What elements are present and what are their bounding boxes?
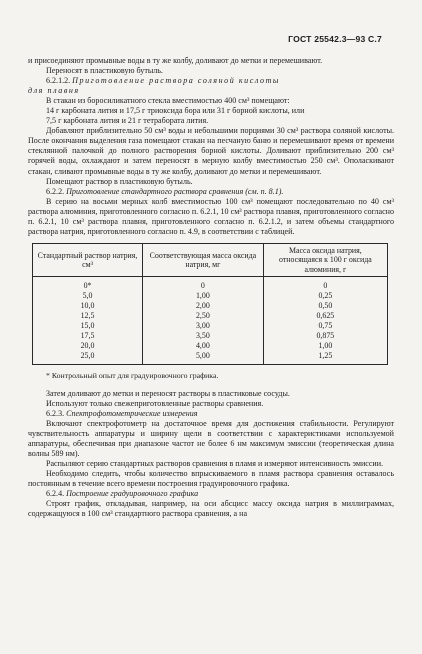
table-cell: 1,00	[263, 341, 387, 351]
table-cell: 20,0	[33, 341, 143, 351]
section-number: 6.2.1.2.	[46, 76, 71, 86]
table-cell: 25,0	[33, 351, 143, 364]
section-heading	[28, 409, 394, 419]
table-cell: 10,0	[33, 301, 143, 311]
page-header: ГОСТ 25542.3—93 С.7	[288, 34, 382, 44]
column-header: Масса оксида натрия, относящаяся к 100 г оксида алюминия, г	[263, 243, 387, 277]
column-header: Соответствующая масса оксида натрия, мг	[143, 243, 264, 277]
section-title-cont: для плавня	[28, 86, 80, 96]
table-cell: 5,0	[33, 291, 143, 301]
section-title: Приготовление раствора соляной кислоты	[72, 76, 280, 86]
table-row	[33, 301, 388, 311]
table-cell: 4,00	[143, 341, 264, 351]
paragraph: Затем доливают до метки и переносят растворы в пластиковые сосуды.	[46, 388, 290, 398]
table-cell: 0	[143, 277, 264, 291]
table-cell: 0,875	[263, 331, 387, 341]
section-title: Спектрофотометрические измерения	[66, 408, 198, 418]
paragraph: Распыляют серию стандартных растворов сравнения в пламя и измеряют интенсивность эмиссии.	[46, 458, 384, 468]
table-row	[33, 351, 388, 364]
section-heading	[28, 187, 394, 197]
section-number: 6.2.3.	[46, 408, 65, 418]
paragraph: Используют только свежеприготовленные растворы сравнения.	[46, 398, 264, 408]
table-cell: 2,00	[143, 301, 264, 311]
table-cell: 3,50	[143, 331, 264, 341]
table-body	[33, 277, 388, 364]
document-body	[28, 56, 394, 519]
section-title: Приготовление стандартного раствора сравнения (см. п. 8.1).	[66, 186, 284, 196]
table-cell: 0	[263, 277, 387, 291]
table-row	[33, 321, 388, 331]
table-cell: 17,5	[33, 331, 143, 341]
table-cell: 0*	[33, 277, 143, 291]
table-header-row	[33, 243, 388, 277]
paragraph: и присоединяют промывные воды в ту же колбу, доливают до метки и перемешивают.	[28, 56, 323, 65]
paragraph: 14 г карбоната лития и 17,5 г триоксида бора или 31 г борной кислоты, или	[46, 106, 305, 116]
section-number: 6.2.4.	[46, 489, 65, 499]
table-cell: 1,00	[143, 291, 264, 301]
paragraph: Включают спектрофотометр на достаточное время для достижения стабильности. Регулируют чувствительность аппаратуры и ширину щели в соответствии с характеристиками используемой аппаратуры, обеспечивая при диапазоне частот не более 6 нм максимум эмиссии (теоретическая длина волны 589 нм).	[28, 418, 394, 458]
column-header: Стандартный раствор натрия, см³	[33, 243, 143, 277]
paragraph: Необходимо следить, чтобы количество впрыскиваемого в пламя раствора сравнения оставалось постоянным в течение всего времени построения градуировочного графика.	[28, 469, 394, 489]
section-heading	[28, 76, 394, 86]
paragraph: Добавляют приблизительно 50 см³ воды и небольшими порциями 30 см³ раствора соляной кислоты. После окончания выделения газа помещают стакан на песчаную баню и перемешивают время от времени стеклянной палочкой до полного растворения борной кислоты. Доливают приблизительно 200 см³ горячей воды, охлаждают и затем переносят в мерную колбу вместимостью 250 см³. Ополаскивают стакан, сливают промывные воды в ту же колбу, доливают до метки и перемешивают.	[28, 126, 394, 176]
table-row	[33, 331, 388, 341]
table-cell: 0,50	[263, 301, 387, 311]
paragraph: В стакан из боросиликатного стекла вместимостью 400 см³ помещают:	[46, 96, 290, 106]
paragraph: Переносят в пластиковую бутыль.	[46, 66, 163, 76]
section-number: 6.2.2.	[46, 186, 65, 196]
paragraph: 7,5 г карбоната лития и 21 г тетрабората лития.	[46, 116, 209, 126]
paragraph: Строят график, откладывая, например, на оси абсцисс массу оксида натрия в миллиграммах, содержащуюся в 100 см³ стандартного раствора сравнения, а на	[28, 499, 394, 519]
footnote: * Контрольный опыт для градуировочного графика.	[46, 370, 219, 380]
table-row	[33, 311, 388, 321]
section-heading	[28, 489, 394, 499]
table-cell: 0,25	[263, 291, 387, 301]
table-cell: 12,5	[33, 311, 143, 321]
table-cell: 1,25	[263, 351, 387, 364]
table-cell: 0,625	[263, 311, 387, 321]
data-table	[32, 243, 388, 365]
section-title: Построение градуировочного графика	[66, 489, 199, 499]
table-wrapper	[28, 243, 394, 365]
table-row	[33, 291, 388, 301]
table-cell: 0,75	[263, 321, 387, 331]
section-heading-cont	[28, 86, 394, 96]
table-row	[33, 341, 388, 351]
table-cell: 15,0	[33, 321, 143, 331]
paragraph: В серию на восьми мерных колб вместимостью 100 см³ помещают последовательно по 40 см³ раствора алюминия, приготовленного согласно п. 6.2.1, 10 см³ раствора плавня, приготовленного согласно п. 6.2.1, 10 см³ раствора плавня, приготовленного согласно п. 6.2.1.2, и затем объемы стандартного раствора натрия, приготовленного согласно п. 4.9, в соответствии с таблицей.	[28, 196, 394, 236]
table-cell: 3,00	[143, 321, 264, 331]
table-row	[33, 277, 388, 291]
paragraph: Помещают раствор в пластиковую бутыль.	[46, 176, 193, 186]
table-cell: 5,00	[143, 351, 264, 364]
table-cell: 2,50	[143, 311, 264, 321]
